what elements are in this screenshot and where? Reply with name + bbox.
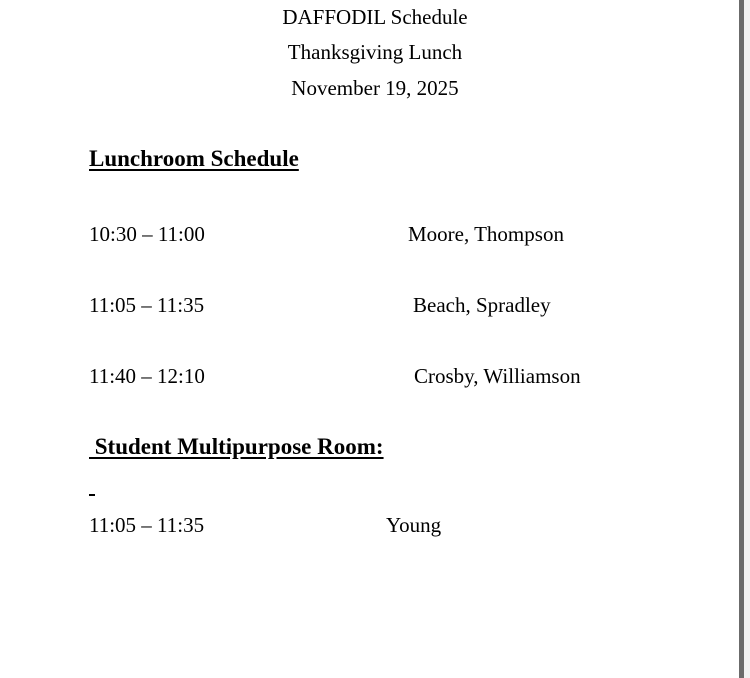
lunchroom-row-3-teachers: Crosby, Williamson xyxy=(414,364,581,388)
document-date: November 19, 2025 xyxy=(291,76,459,100)
lunchroom-row-1-time: 10:30 – 11:00 xyxy=(89,222,205,246)
document-title: DAFFODIL Schedule xyxy=(282,5,468,29)
multipurpose-row-1-teachers: Young xyxy=(386,513,442,537)
lunchroom-row-1-teachers: Moore, Thompson xyxy=(408,222,564,246)
lunchroom-heading: Lunchroom Schedule xyxy=(89,146,299,171)
page-edge-gutter xyxy=(744,0,750,678)
lunchroom-row-2-teachers: Beach, Spradley xyxy=(413,293,551,317)
lunchroom-row-2-time: 11:05 – 11:35 xyxy=(89,293,205,317)
stray-dash-mark xyxy=(89,494,95,496)
multipurpose-row-1-time: 11:05 – 11:35 xyxy=(89,513,205,537)
document-subtitle: Thanksgiving Lunch xyxy=(287,40,463,64)
lunchroom-row-3-time: 11:40 – 12:10 xyxy=(89,364,205,388)
multipurpose-room-heading: Student Multipurpose Room: xyxy=(89,434,384,459)
